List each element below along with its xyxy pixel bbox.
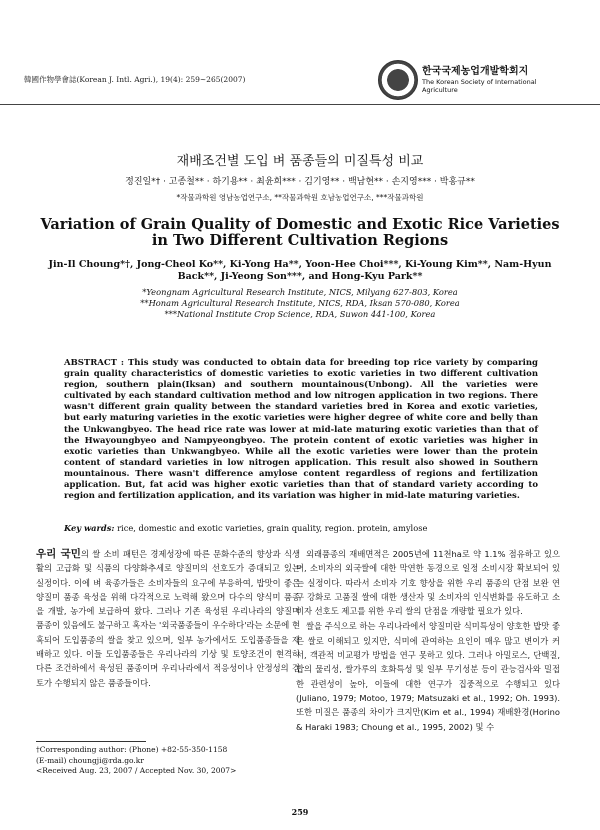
body-left-column bbox=[36, 547, 300, 691]
page-number: 259 bbox=[291, 807, 309, 817]
body-paragraph: 의 쌀 소비 패턴은 경제성장에 따른 문화수준의 향상과 식생활의 고급화 및 식품의 다양화추세로 양질미의 선호도가 증대되고 있는 실정이다. 이에 벼 육종가들은 소비자들의 요구에 부응하여, 밥맛이 좋은 양질미 품종 육성을 위해 다각적으로 노력해 왔으며 다수의 양식미 품종을 개발, 농가에 보급하여 왔다. 그러나 기존 육성된 우리나라의 양질미 품종이 있음에도 불구하고 혹자는 '외국품종들이 우수하다'라는 소문에 현혹되어 도입품종의 쌀을 찾고 있으며, 일부 농가에서도 도입품종들을 재배하고 있다. 이들 도입품종들은 우리나라의 기상 및 토양조건이 현격히 다른 조건하에서 육성된 품종이며 우리나라에서 적응성이나 안정성의 검토가 수행되지 않은 품종들이다. bbox=[36, 549, 300, 688]
header-rule bbox=[0, 104, 600, 105]
body-paragraph: 외래품종의 재배면적은 2005년에 11천ha로 약 1.1% 점유하고 있으며, 소비자의 외국쌀에 대한 막연한 동경으로 일정 소비시장 확보되어 있는 실정이다. 따라서 소비자 기호 향상을 위한 우리 품종의 단점 보완 연구 강화로 고품질 쌀에 대한 생산자 및 소비자의 인식변화를 유도하고 소비자 선호도 제고를 위한 우리 쌀의 단점을 개량할 필요가 있다. bbox=[296, 549, 560, 617]
affiliation-line: **Honam Agricultural Research Institute, NICS, RDA, Iksan 570-080, Korea bbox=[140, 298, 460, 308]
authors-korean: 정진일*† · 고종철** · 하기용** · 최윤희*** · 김기영** · 백남현** · 손지영*** · 박홍규** bbox=[125, 177, 475, 187]
affiliation-line: *Yeongnam Agricultural Research Institute, NICS, Milyang 627-803, Korea bbox=[142, 287, 458, 297]
abstract: ABSTRACT : This study was conducted to obtain data for breeding top rice variety by comparing grain quality characteristics of domestic varieties to exotic varieties in two different cultivation region, southern plain(Iksan) and southern mountainous(Unbong). All the varieties were cultivated by each standard cultivation method and low nitrogen application in two regions. There wasn't different grain quality between the standard varieties bred in Korea and exotic varieties, but early maturing varieties in the exotic varieties were higher degree of white core and belly than the Unkwangbyeo. The head rice rate was lower at mid-late maturing exotic varieties than that of the Hwayoungbyeo and Nampyeongbyeo. The protein content of exotic varieties was higher in exotic varieties than Unkwangbyeo. While all the exotic varieties were lower than the protein content of standard varieties in low nitrogen application. This result also showed in Southern mountainous. There wasn't difference amylose content regardless of regions and fertilization application. But, fat acid was higher exotic varieties than that of standard variety according to region and fertilization application, and its variation was higher in mid-late maturing varieties. bbox=[64, 358, 538, 502]
society-name-en: The Korean Society of International Agriculture bbox=[422, 78, 537, 94]
title-english: Variation of Grain Quality of Domestic and Exotic Rice Varieties in Two Different Cultivation Regions bbox=[40, 216, 560, 249]
lead-words: 우리 국민 bbox=[36, 548, 81, 560]
footnote-line: <Received Aug. 23, 2007 / Accepted Nov. 30, 2007> bbox=[36, 766, 237, 775]
society-emblem-icon bbox=[378, 60, 418, 100]
keywords-label: Key wards: bbox=[64, 523, 115, 533]
footnote bbox=[36, 745, 296, 777]
title-korean: 재배조건별 도입 벼 품종들의 미질특성 비교 bbox=[176, 154, 424, 169]
footnote-line: (E-mail) choungji@rda.go.kr bbox=[36, 755, 144, 765]
keywords bbox=[64, 523, 538, 534]
journal-citation: 韓國作物學會誌(Korean J. Intl. Agri.), 19(4): 259~265(2007) bbox=[24, 75, 246, 84]
affiliation-line: ***National Institute Crop Science, RDA, Suwon 441-100, Korea bbox=[164, 309, 436, 319]
body-paragraph: 쌀을 주식으로 하는 우리나라에서 양질미란 식미특성이 양호한 밥맛 좋은 쌀로 이해되고 있지만, 식미에 관여하는 요인이 매우 많고 변이가 커서, 객관적 비교평가 방법을 연구 못하고 있다. 그러나 아밀로스, 단백질, 밥의 물리성, 쌀가루의 호화특성 및 일부 무기성분 등이 관능검사와 밀접한 관련성이 높아, 이들에 대한 연구가 집중적으로 수행되고 있다(Juliano, 1979; Motoo, 1979; Matsuzaki et al., 1992; Oh. 1993). 또한 미질은 품종의 차이가 크지만(Kim et al., 1994) 재배환경(Horino & Haraki 1983; Choung et al., 1995, 2002) 및 수 bbox=[296, 621, 560, 732]
authors-english: Jin-Il Choung*†, Jong-Cheol Ko**, Ki-Yong Ha**, Yoon-Hee Choi***, Ki-Young Kim**, Nam-Hyun Back**, Ji-Yeong Son***, and Hong-Kyu Park** bbox=[48, 259, 552, 282]
society-name-kr: 한국국제농업개발학회지 bbox=[422, 66, 529, 77]
body-right-column bbox=[296, 547, 560, 735]
footnote-line: †Corresponding author: (Phone) +82-55-350-1158 bbox=[36, 745, 228, 754]
society-logo bbox=[378, 60, 578, 100]
affiliations-korean: *작물과학원 영남농업연구소, **작물과학원 호남농업연구소, ***작물과학원 bbox=[176, 193, 424, 202]
keywords-list: rice, domestic and exotic varieties, grain quality, region. protein, amylose bbox=[117, 523, 428, 533]
affiliations-english bbox=[40, 287, 560, 320]
footnote-rule bbox=[36, 741, 146, 742]
